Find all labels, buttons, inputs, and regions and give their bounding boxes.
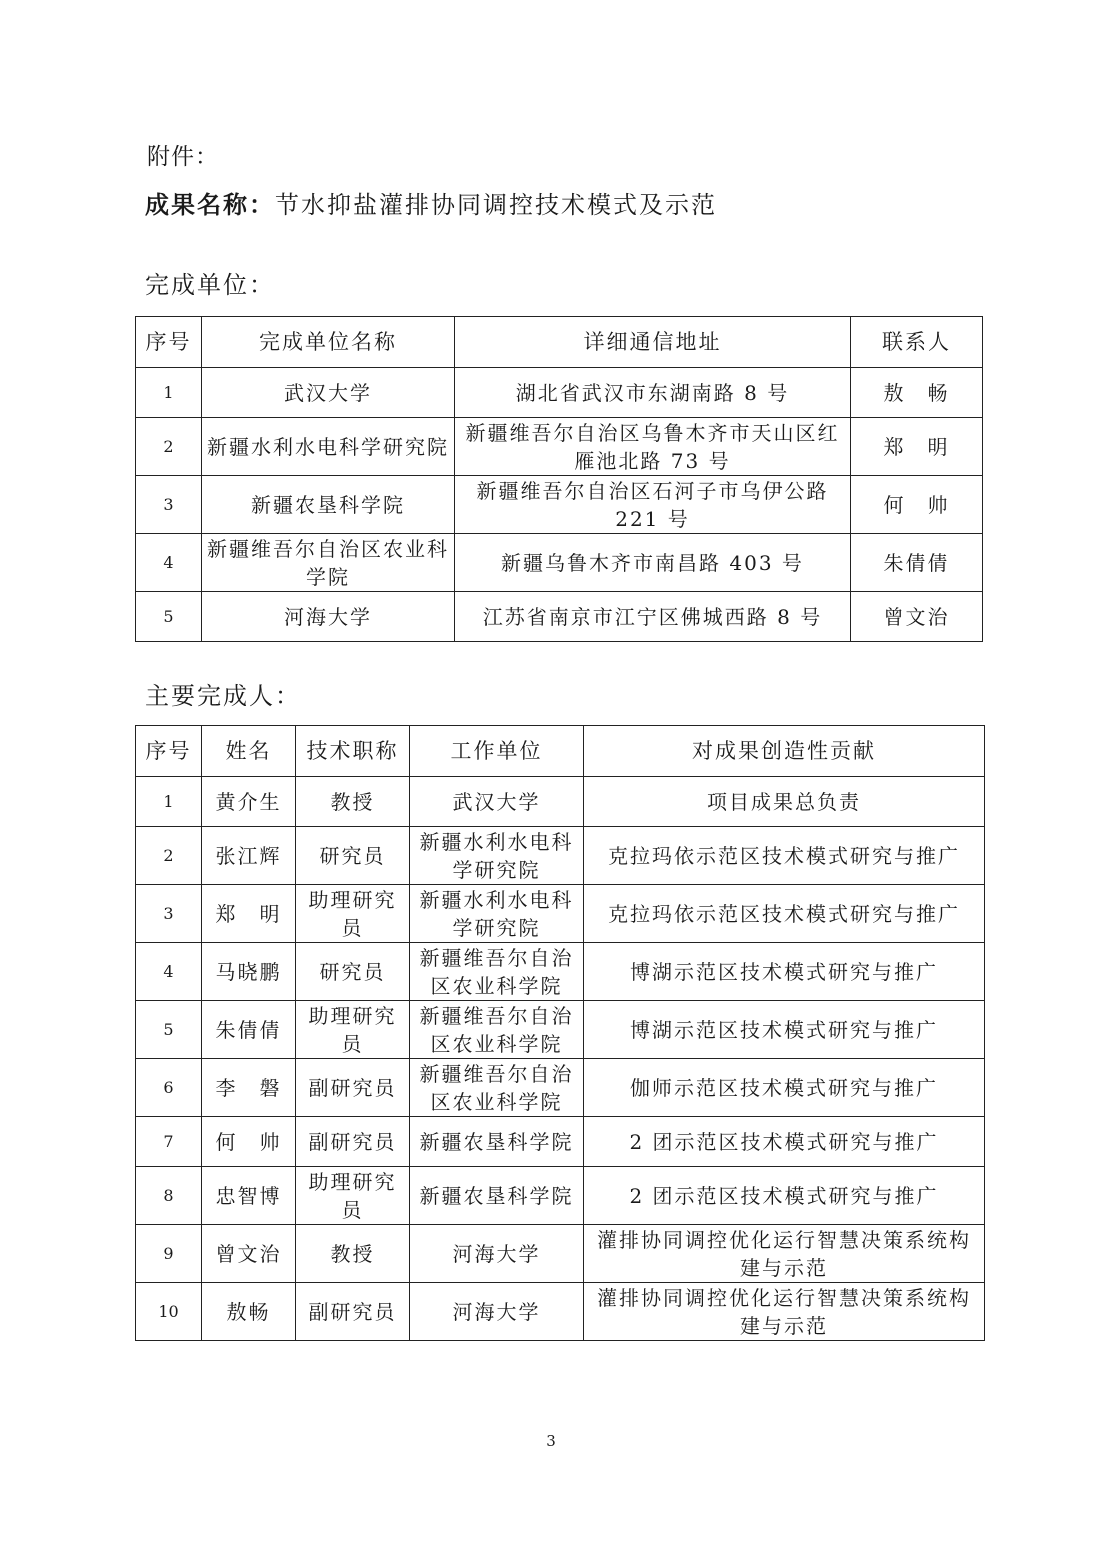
- person-name: 郑 明: [202, 885, 296, 943]
- table-row: [136, 1001, 985, 1059]
- table-row: [136, 476, 983, 534]
- person-name: 曾文治: [202, 1225, 296, 1283]
- row-index: 1: [136, 368, 202, 418]
- row-index: 6: [136, 1059, 202, 1117]
- unit-name: 武汉大学: [202, 368, 455, 418]
- person-name: 何 帅: [202, 1117, 296, 1167]
- table-row: [136, 418, 983, 476]
- person-contribution: 2 团示范区技术模式研究与推广: [584, 1167, 985, 1225]
- unit-address: 新疆维吾尔自治区石河子市乌伊公路 221 号: [455, 476, 851, 534]
- unit-address: 新疆维吾尔自治区乌鲁木齐市天山区红雁池北路 73 号: [455, 418, 851, 476]
- table-row: [136, 943, 985, 1001]
- col-header-index: 序号: [136, 726, 202, 777]
- units-heading: 完成单位：: [145, 271, 275, 299]
- person-workplace: 武汉大学: [410, 777, 584, 827]
- row-index: 3: [136, 476, 202, 534]
- person-title: 副研究员: [296, 1059, 410, 1117]
- row-index: 4: [136, 534, 202, 592]
- person-name: 马晓鹏: [202, 943, 296, 1001]
- person-name: 张江辉: [202, 827, 296, 885]
- table-row: [136, 1167, 985, 1225]
- person-workplace: 河海大学: [410, 1225, 584, 1283]
- row-index: 9: [136, 1225, 202, 1283]
- person-contribution: 克拉玛依示范区技术模式研究与推广: [584, 885, 985, 943]
- person-contribution: 博湖示范区技术模式研究与推广: [584, 943, 985, 1001]
- unit-name: 新疆水利水电科学研究院: [202, 418, 455, 476]
- row-index: 5: [136, 1001, 202, 1059]
- table-row: [136, 592, 983, 642]
- table-row: [136, 1283, 985, 1341]
- unit-contact: 朱倩倩: [851, 534, 983, 592]
- person-workplace: 河海大学: [410, 1283, 584, 1341]
- person-title: 副研究员: [296, 1117, 410, 1167]
- units-table: [135, 316, 983, 642]
- col-header-name: 姓名: [202, 726, 296, 777]
- achievement-label: 成果名称：: [145, 190, 275, 219]
- row-index: 8: [136, 1167, 202, 1225]
- person-name: 敖畅: [202, 1283, 296, 1341]
- person-name: 忠智博: [202, 1167, 296, 1225]
- col-header-index: 序号: [136, 317, 202, 368]
- person-contribution: 项目成果总负责: [584, 777, 985, 827]
- units-header-row: [136, 317, 983, 368]
- person-name: 李 磐: [202, 1059, 296, 1117]
- person-workplace: 新疆水利水电科学研究院: [410, 885, 584, 943]
- person-title: 助理研究员: [296, 885, 410, 943]
- unit-address: 湖北省武汉市东湖南路 8 号: [455, 368, 851, 418]
- achievement-title: [145, 185, 717, 220]
- row-index: 7: [136, 1117, 202, 1167]
- unit-name: 新疆维吾尔自治区农业科学院: [202, 534, 455, 592]
- table-row: [136, 1225, 985, 1283]
- person-workplace: 新疆维吾尔自治区农业科学院: [410, 1001, 584, 1059]
- table-row: [136, 368, 983, 418]
- person-title: 助理研究员: [296, 1167, 410, 1225]
- unit-contact: 何 帅: [851, 476, 983, 534]
- row-index: 1: [136, 777, 202, 827]
- col-header-contact: 联系人: [851, 317, 983, 368]
- unit-address: 江苏省南京市江宁区佛城西路 8 号: [455, 592, 851, 642]
- person-workplace: 新疆农垦科学院: [410, 1117, 584, 1167]
- unit-name: 河海大学: [202, 592, 455, 642]
- unit-contact: 郑 明: [851, 418, 983, 476]
- table-row: [136, 1117, 985, 1167]
- unit-name: 新疆农垦科学院: [202, 476, 455, 534]
- person-contribution: 灌排协同调控优化运行智慧决策系统构建与示范: [584, 1225, 985, 1283]
- person-workplace: 新疆维吾尔自治区农业科学院: [410, 943, 584, 1001]
- row-index: 5: [136, 592, 202, 642]
- attachment-label: 附件：: [147, 144, 219, 170]
- person-contribution: 伽师示范区技术模式研究与推广: [584, 1059, 985, 1117]
- unit-address: 新疆乌鲁木齐市南昌路 403 号: [455, 534, 851, 592]
- table-row: [136, 1059, 985, 1117]
- person-title: 助理研究员: [296, 1001, 410, 1059]
- person-title: 研究员: [296, 943, 410, 1001]
- person-title: 教授: [296, 1225, 410, 1283]
- table-row: [136, 827, 985, 885]
- col-header-unit-name: 完成单位名称: [202, 317, 455, 368]
- table-row: [136, 885, 985, 943]
- col-header-title: 技术职称: [296, 726, 410, 777]
- people-table: [135, 725, 985, 1341]
- col-header-contribution: 对成果创造性贡献: [584, 726, 985, 777]
- row-index: 10: [136, 1283, 202, 1341]
- person-contribution: 克拉玛依示范区技术模式研究与推广: [584, 827, 985, 885]
- unit-contact: 敖 畅: [851, 368, 983, 418]
- people-header-row: [136, 726, 985, 777]
- table-row: [136, 534, 983, 592]
- person-contribution: 博湖示范区技术模式研究与推广: [584, 1001, 985, 1059]
- person-title: 副研究员: [296, 1283, 410, 1341]
- person-contribution: 2 团示范区技术模式研究与推广: [584, 1117, 985, 1167]
- page-number: 3: [546, 1432, 556, 1450]
- row-index: 4: [136, 943, 202, 1001]
- unit-contact: 曾文治: [851, 592, 983, 642]
- table-row: [136, 777, 985, 827]
- row-index: 3: [136, 885, 202, 943]
- achievement-name: 节水抑盐灌排协同调控技术模式及示范: [275, 191, 717, 219]
- person-workplace: 新疆水利水电科学研究院: [410, 827, 584, 885]
- people-heading: 主要完成人：: [145, 682, 301, 710]
- person-workplace: 新疆维吾尔自治区农业科学院: [410, 1059, 584, 1117]
- person-name: 朱倩倩: [202, 1001, 296, 1059]
- row-index: 2: [136, 418, 202, 476]
- col-header-workplace: 工作单位: [410, 726, 584, 777]
- person-contribution: 灌排协同调控优化运行智慧决策系统构建与示范: [584, 1283, 985, 1341]
- row-index: 2: [136, 827, 202, 885]
- person-workplace: 新疆农垦科学院: [410, 1167, 584, 1225]
- person-title: 研究员: [296, 827, 410, 885]
- col-header-address: 详细通信地址: [455, 317, 851, 368]
- person-title: 教授: [296, 777, 410, 827]
- person-name: 黄介生: [202, 777, 296, 827]
